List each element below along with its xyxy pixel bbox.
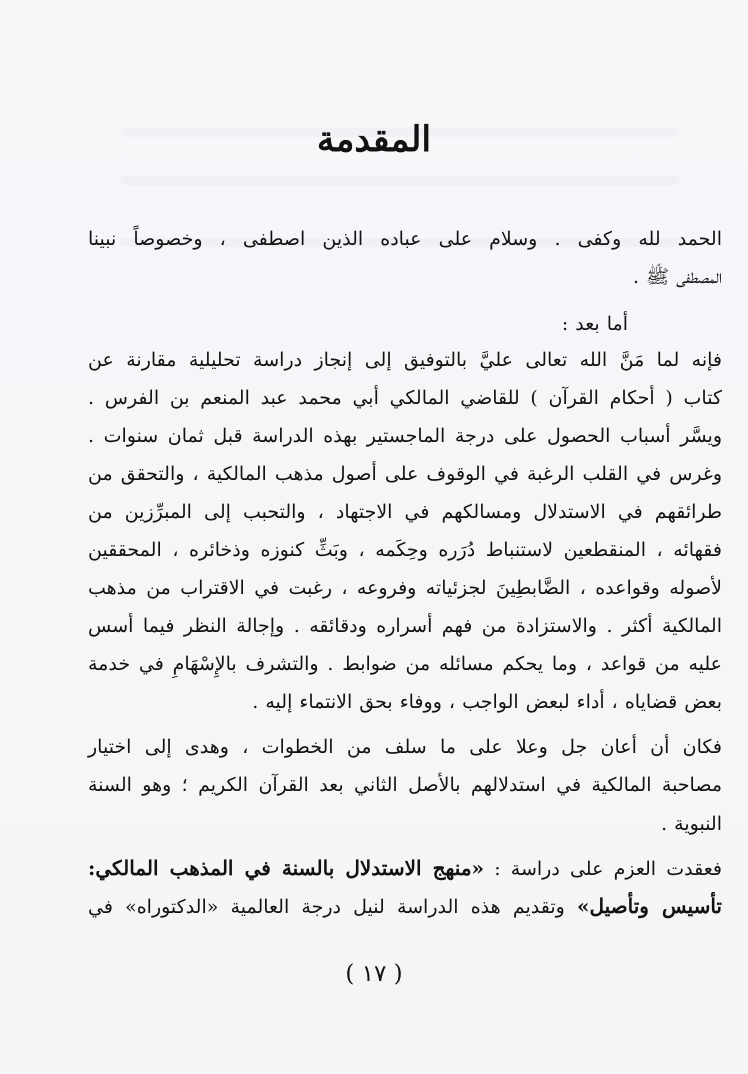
paragraph-line: المصطفى ﷺ . — [633, 266, 722, 288]
paragraph-line: فكان أن أعان جل وعلا على ما سلف من الخطوات ، وهدى إلى اختيار — [88, 736, 722, 758]
paragraph-line: النبوية . — [661, 813, 722, 835]
paragraph-line: مصاحبة المالكية في استدلالهم بالأصل الثاني بعد القرآن الكريم ؛ وهو السنة — [88, 774, 722, 796]
closing-line-b-rest: وتقديم هذه الدراسة لنيل درجة العالمية «الدكتوراه» في — [88, 896, 577, 918]
paragraph-line: فإنه لما مَنَّ الله تعالى عليَّ بالتوفيق إلى إنجاز دراسة تحليلية مقارنة عن — [88, 349, 722, 371]
closing-line-a-bold: «منهج الاستدلال بالسنة في المذهب المالكي: — [88, 856, 485, 880]
paragraph-line: فقهائه ، المنقطعين لاستنباط دُرَره وحِكَمه ، وبَثِّ كنوزه وذخائره ، المحققين — [88, 539, 722, 561]
paragraph-line: ويسَّر أسباب الحصول على درجة الماجستير بهذه الدراسة قبل ثمان سنوات . — [88, 425, 722, 447]
page-title: المقدمة — [316, 119, 432, 160]
closing-line-b-bold: تأسيس وتأصيل» — [576, 894, 722, 918]
paragraph-line: بعض قضاياه ، أداء لبعض الواجب ، ووفاء بحق الانتماء إليه . — [252, 691, 722, 713]
paragraph-line: الحمد لله وكفى . وسلام على عباده الذين اصطفى ، وخصوصاً نبينا — [88, 228, 722, 250]
paragraph-line: لأصوله وقواعده ، الضَّابطِينَ لجزئياته وفروعه ، رغبت في الاقتراب من مذهب — [88, 577, 722, 599]
closing-line-a-prefix: فعقدت العزم على دراسة : — [484, 858, 722, 880]
paragraph-line: المالكية أكثر . والاستزادة من فهم أسراره ودقائقه . وإجالة النظر فيما أسس — [88, 615, 722, 637]
paragraph-line: عليه من قواعد ، وما يحكم مسائله من ضوابط . والتشرف بالإِسْهَامِ في خدمة — [88, 653, 722, 675]
bleed-through-text — [120, 176, 680, 185]
paragraph-line: كتاب ( أحكام القرآن ) للقاضي المالكي أبي محمد عبد المنعم بن الفرس . — [88, 387, 722, 409]
closing-line-a — [88, 858, 722, 879]
paragraph-line: وغرس في القلب الرغبة في الوقوف على أصول مذهب المالكية ، والتحقق من — [88, 463, 722, 485]
paragraph-line: طرائقهم في الاستدلال ومسالكهم في الاجتهاد ، والتحبب إلى المبرِّزين من — [88, 501, 722, 523]
paragraph-line: أما بعد : — [561, 313, 628, 335]
page-number: ( ١٧ ) — [345, 961, 403, 987]
closing-line-b — [88, 896, 722, 917]
